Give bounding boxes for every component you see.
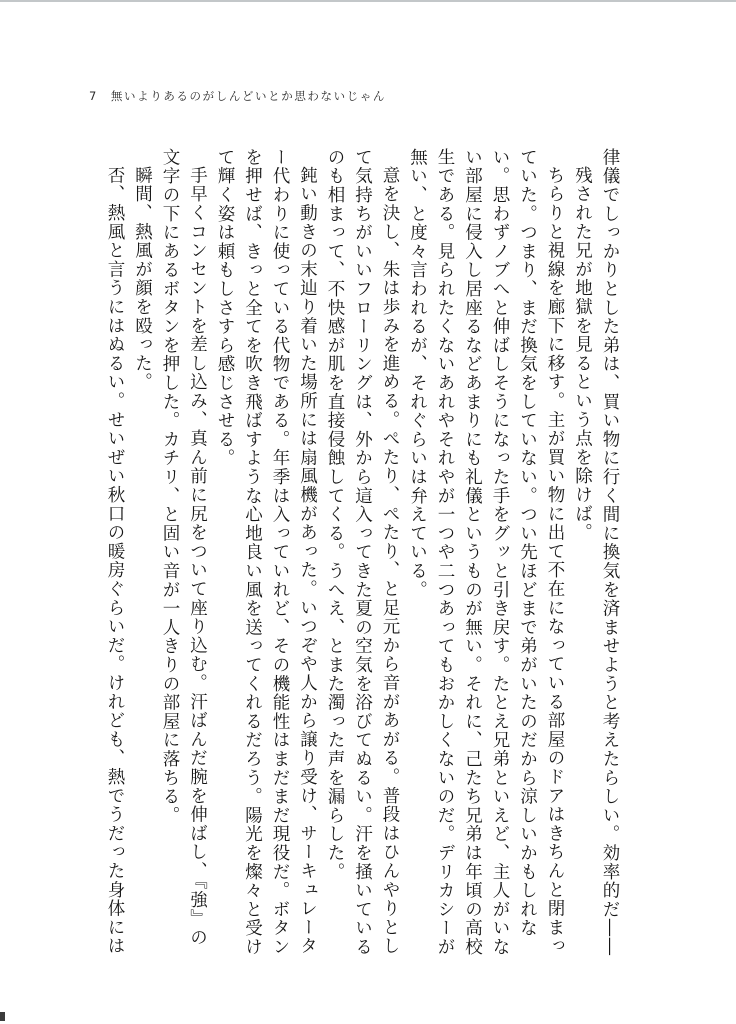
paragraph: 瞬間、熱風が顔を殴った。: [132, 165, 153, 392]
paragraph: 手早くコンセントを差し込み、真ん前に尻をついて座り込む。汗ばんだ腕を伸ばし、『強』の文字の下にあるボタンを押した。カチリ、と固い音が一人きりの部屋に落ちる。: [160, 148, 208, 947]
paragraph: 否、熱風と言うにはぬるい。せいぜい秋口の暖房ぐらいだ。けれども、熱でうだった身体には: [105, 165, 125, 956]
scan-top-edge-artifact: [0, 0, 736, 2]
scan-corner-artifact: [0, 1012, 5, 1021]
running-title: 無いよりあるのがしんどいとか思わないじゃん: [110, 89, 387, 103]
page-header: [89, 88, 386, 104]
paragraph: 律儀でしっかりとした弟は、買い物に行く間に換気を済ませようと考えたらしい。効率的だ――: [600, 148, 620, 957]
paragraph: 意を決し、朱は歩みを進める。ぺたり、ぺたり、と足元から音があがる。普段はひんやりとして気持ちがいいフローリングは、外から這入ってきた夏の空気を浴びてぬるい。汗を掻いているのも相まって、不快感が肌を直接侵蝕してくる。うへえ、とまた濁った声を漏らした。: [325, 148, 400, 957]
paragraph: 残された兄が地獄を見るという点を除けば。: [572, 165, 593, 542]
paragraph: ちらりと視線を廊下に移す。主が買い物に出て不在になっている部屋のドアはきちんと閉まっていた。つまり、まだ換気をしていない。つい先ほどまで弟がいたのだから涼しいかもしれない。思わずノブへと伸ばしそうになった手をグッと引き戻す。たとえ兄弟といえど、主人がいない部屋に侵入し居座るなどあまりにも礼儀というものが無い。それに、己たち兄弟は年頃の高校生である。見られたくないあれやそれやが一つや二つあってもおかしくないのだ。デリカシーが無い、と度々言われるが、それぐらいは弁えている。: [407, 148, 565, 957]
body-text: [101, 148, 624, 960]
page-number: 7: [89, 89, 98, 103]
paragraph: 鈍い動きの末辿り着いた場所には扇風機があった。いつぞや人から譲り受け、サーキュレーター代わりに使っている代物である。年季は入っていれど、その機能性はまだまだ現役だ。ボタンを押せば、きっと全てを吹き飛ばすような心地良い風を送ってくれるだろう。陽光を燦々と受けて輝く姿は頼もしさすら感じさせる。: [215, 148, 318, 957]
